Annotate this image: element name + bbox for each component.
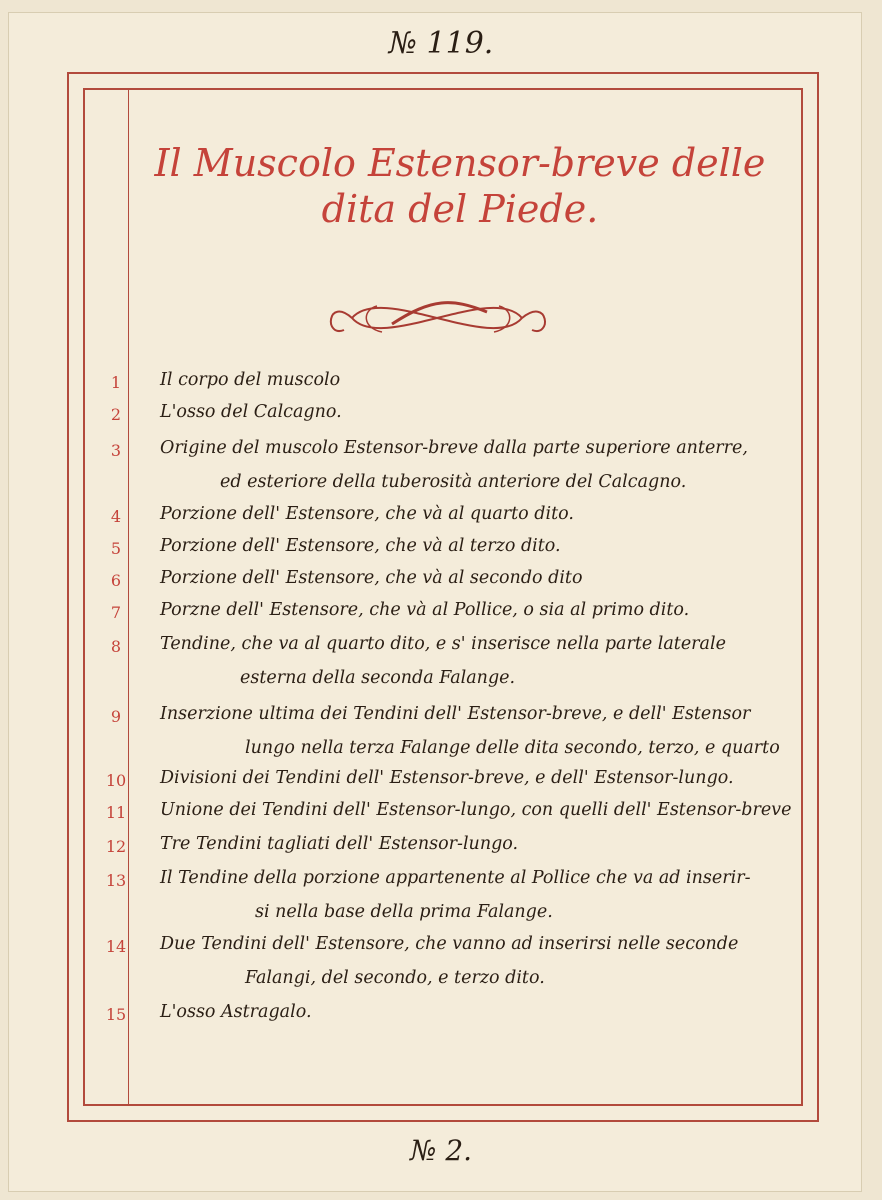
entry-number: 1 [110, 373, 122, 392]
entry-text: Porzione dell' Estensore, che và al secondo dito [160, 568, 583, 588]
entry-number: 14 [105, 937, 127, 956]
entry-text: L'osso del Calcagno. [160, 402, 342, 422]
entry-number: 9 [110, 707, 122, 726]
entry-text: Porzione dell' Estensore, che và al terzo dito. [160, 536, 561, 556]
entry-text: Porzne dell' Estensore, che và al Pollice, o sia al primo dito. [160, 600, 690, 620]
red-mark [734, 1096, 740, 1106]
entry-text: Tendine, che va al quarto dito, e s' inserisce nella parte laterale [160, 634, 726, 654]
entry-text: Porzione dell' Estensore, che và al quarto dito. [160, 504, 574, 524]
plate-number-bottom: № 2. [409, 1134, 473, 1167]
entry-text: Divisioni dei Tendini dell' Estensor-breve, e dell' Estensor-lungo. [160, 768, 734, 788]
plate-number-top: № 119. [388, 26, 494, 61]
entry-number: 15 [105, 1005, 127, 1024]
entry-number: 12 [105, 837, 127, 856]
page-title [150, 140, 770, 232]
entry-text: ed esteriore della tuberosità anteriore del Calcagno. [220, 472, 687, 492]
entry-number: 7 [110, 603, 122, 622]
entry-number: 4 [110, 507, 122, 526]
entry-text: esterna della seconda Falange. [240, 668, 516, 688]
entry-text: Il Tendine della porzione appartenente al Pollice che va ad inserir- [160, 868, 751, 888]
entry-number: 10 [105, 771, 127, 790]
entry-text: Origine del muscolo Estensor-breve dalla parte superiore anterre, [160, 438, 748, 458]
entry-text: Inserzione ultima dei Tendini dell' Estensor-breve, e dell' Estensor [160, 704, 751, 724]
entry-text: L'osso Astragalo. [160, 1002, 312, 1022]
title-line-1: Il Muscolo Estensor-breve delle [154, 141, 766, 185]
flourish-ornament-icon [322, 288, 554, 348]
entry-text: Falangi, del secondo, e terzo dito. [245, 968, 545, 988]
entry-number: 6 [110, 571, 122, 590]
entry-text: Il corpo del muscolo [160, 370, 341, 390]
entry-number: 5 [110, 539, 122, 558]
entry-text: Due Tendini dell' Estensore, che vanno ad inserirsi nelle seconde [160, 934, 739, 954]
entry-number: 13 [105, 871, 127, 890]
entry-text: Tre Tendini tagliati dell' Estensor-lungo. [160, 834, 519, 854]
entry-number: 3 [110, 441, 122, 460]
entry-text: Unione dei Tendini dell' Estensor-lungo, con quelli dell' Estensor-breve [160, 800, 792, 820]
entry-number: 2 [110, 405, 122, 424]
title-line-2: dita del Piede. [321, 187, 599, 231]
entry-text: lungo nella terza Falange delle dita secondo, terzo, e quarto [245, 738, 780, 758]
entry-text: si nella base della prima Falange. [255, 902, 553, 922]
entry-number: 8 [110, 637, 122, 656]
entry-number: 11 [105, 803, 127, 822]
